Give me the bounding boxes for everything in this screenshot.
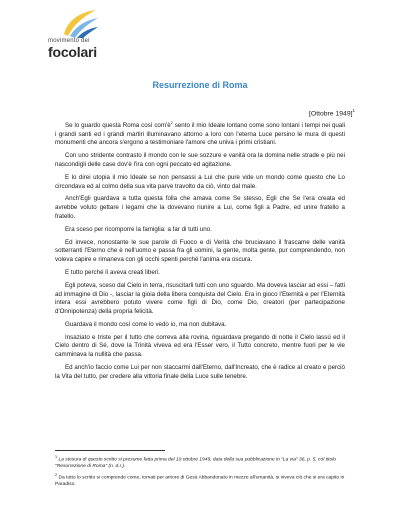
- paragraph: E tutto perché lì aveva creati liberi.: [65, 268, 160, 276]
- footnote-number: 2: [55, 473, 58, 477]
- footnote-divider: [55, 450, 165, 451]
- footnote-1: [55, 454, 345, 470]
- logo-text-main: focolari: [48, 44, 97, 60]
- paragraph: Era sceso per ricomporre la famiglia: a far di tutti uno.: [65, 225, 212, 233]
- footnote-number: 1: [55, 455, 58, 459]
- date-text: [Ottobre 1949]: [309, 110, 353, 118]
- paragraph: Egli poteva, sceso dal Cielo in terra, risuscitarli tutti con uno sguardo. Ma doveva lasciar ad essi – fatti ad immagine di Dio -, lasciar la gioia della libera conquista del Cielo. Era in gioco l'Eternità e per l'Eternità intera essi avrebbero potuto vivere come figli di Dio, come Dio, creatori (per partecipazione d'Onnipotenza) della propria felicità.: [55, 281, 345, 315]
- focolari-logo: [48, 8, 108, 60]
- paragraph-text: sento il mio Ideale lontano come sono lontani i tempi nei quali i grandi santi ed i grandi martiri illuminavano attorno a loro con l'eterna Luce persino le mura di questi monumenti che ancora s'ergono a testimoniare l'amore che univa i primi cristiani.: [55, 122, 345, 147]
- date-line: [309, 108, 355, 117]
- footnote-text: Da tutto lo scritto si comprende come, tornati per amore di Gesù Abbandonato in mezzo all'umanità, si viveva ciò che si era capito in Paradiso.: [55, 475, 345, 487]
- paragraph-text: Se lo guardo questa Roma così com'è: [65, 122, 171, 129]
- footnote-2: [55, 472, 345, 488]
- paragraph: Ed anch'io faccio come Lui per non staccarmi dall'Eterno, dall'Increato, che è radice al creato e perciò la Vita del tutto, per credere alla vittoria finale della Luce sulle tenebre.: [55, 364, 345, 380]
- focolari-logo-icon: [58, 8, 98, 38]
- body-text: [55, 119, 345, 386]
- paragraph: Ed invece, nonostante le sue parole di Fuoco e di Verità che bruciavano il frascame delle vanità sotterranti l'Eterno che è nell'uomo e passa fra gli uomini, la gente, molta gente, pur comprendendo, non voleva capire e rimaneva con gli occhi spenti perché l'anima era oscura.: [55, 238, 345, 264]
- footnote-ref-1: 1: [352, 108, 355, 113]
- paragraph: Guardava il mondo così come lo vedo io, ma non dubitava.: [65, 320, 227, 328]
- footnote-text: La stesura di questo scritto si presume fatta prima del 10 ottobre 1949, data della sua pubblicazione in "La via" 36, p. 5, col titolo "Resurrezione di Roma" (n. d.r.).: [55, 457, 336, 469]
- page-title: Resurrezione di Roma: [152, 80, 248, 90]
- paragraph: E lo direi utopia il mio Ideale se non pensassi a Lui che pure vide un mondo come questo che Lo circondava ed al colmo della sua vita parve travolto da ciò, vinto dal male.: [55, 173, 345, 190]
- paragraph: Con uno stridente contrasto il mondo con le sue sozzure e vanità ora la domina nelle strade e più nei nascondigli delle case dov'è l'ira con ogni peccato ed agitazione.: [55, 152, 345, 168]
- paragraph: Insaziato e triste per il tutto che correva alla rovina, riguardava pregando di notte il Cielo lassù ed il Cielo dentro di Sé, dove la Trinità viveva ed era l'Esser vero, il Tutto concreto, mentre fuori per le vie camminava la nullità che passa.: [55, 333, 345, 359]
- paragraph: Anch'Egli guardava a tutta questa folla che amava come Se stesso, Egli che Se l'era creata ed avrebbe voluto gettare i legami che la dovevano riunire a Lui, come figli a Padre, ed unire fratello a fratello.: [55, 195, 345, 220]
- footnote-ref-2: 2: [170, 119, 173, 125]
- paragraph: [55, 119, 345, 148]
- logo-text-top: movimento dei: [48, 38, 90, 44]
